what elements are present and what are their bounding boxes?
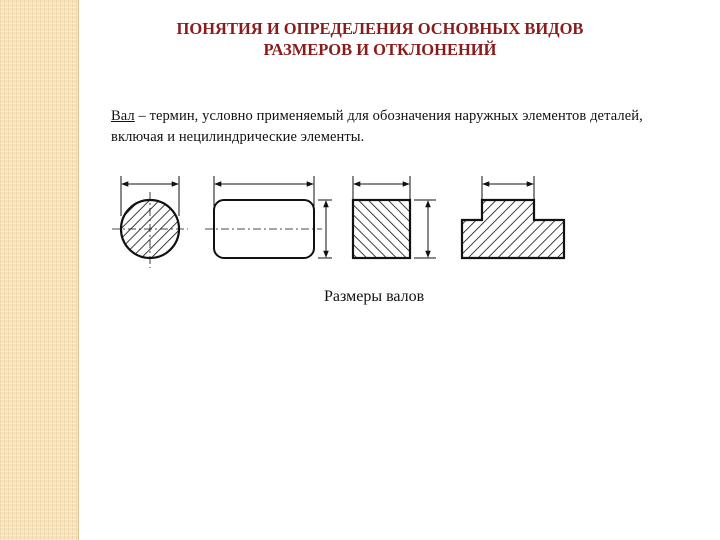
stepped-shaft-section bbox=[462, 176, 564, 258]
rounded-shaft-outline bbox=[205, 176, 332, 258]
decorative-sidebar bbox=[0, 0, 79, 540]
definition-term: Вал bbox=[111, 108, 135, 124]
definition-paragraph bbox=[111, 106, 671, 148]
definition-text: – термин, условно применяемый для обозначения наружных элементов деталей, включая и нецилиндрические элементы. bbox=[111, 108, 643, 145]
square-shaft-section bbox=[353, 176, 436, 258]
figure-caption: Размеры валов bbox=[324, 288, 425, 305]
round-shaft-section bbox=[112, 176, 188, 268]
title-line-2: РАЗМЕРОВ И ОТКЛОНЕНИЙ bbox=[263, 40, 497, 59]
shaft-dimensions-drawing bbox=[100, 170, 580, 280]
slide-title bbox=[100, 18, 660, 60]
title-line-1: ПОНЯТИЯ И ОПРЕДЕЛЕНИЯ ОСНОВНЫХ ВИДОВ bbox=[176, 19, 584, 38]
